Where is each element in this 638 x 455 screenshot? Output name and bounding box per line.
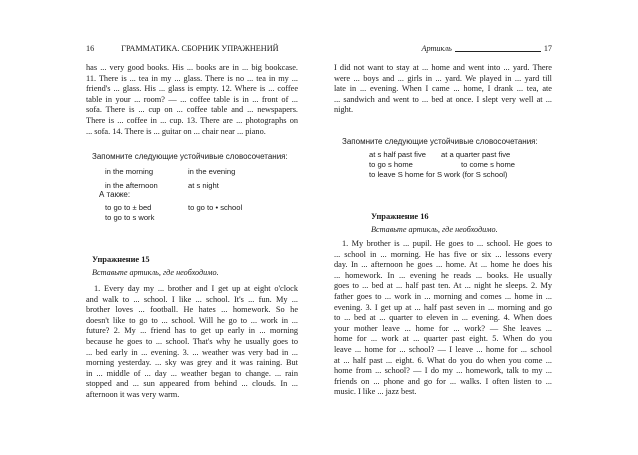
text-line: There is ... coffee in ... cup. 13. There are ... photographs on bbox=[86, 115, 298, 125]
right-intro-text bbox=[334, 63, 552, 116]
text-line: at ... half past ... eight. 6. What do you do when you come ... bbox=[334, 355, 552, 365]
phrase: at s night bbox=[188, 181, 219, 191]
right-box-col2 bbox=[441, 150, 515, 170]
phrase: to go to • school bbox=[188, 203, 243, 212]
text-line: home from ... school? — I do my ... homework, talk to my ... bbox=[334, 366, 552, 376]
left-box-also-label: А также: bbox=[99, 190, 131, 199]
text-line: night. bbox=[334, 105, 354, 115]
text-line: brother loves ... football. He hates ... homework. So he bbox=[86, 305, 298, 315]
exercise-15-title: Упражнение 15 bbox=[92, 255, 150, 264]
text-line: goes to ... bed at ... half past ten. At ... night he sleeps. 2. My bbox=[334, 281, 552, 291]
exercise-15-text bbox=[86, 284, 298, 401]
right-page-number: 17 bbox=[543, 44, 552, 53]
text-line: father goes to ... work in ... morning and comes ... home in ... bbox=[334, 291, 552, 301]
left-page-number: 16 bbox=[86, 44, 95, 53]
phrase: at s half past five bbox=[369, 150, 426, 159]
text-line: day. In ... afternoon he goes ... home. At ... home he does his bbox=[334, 260, 552, 270]
text-line: friend's ... glass. His ... glass is empty. 12. Where is ... coffee bbox=[86, 84, 298, 94]
text-line: stopped and ... sun appeared from behind ... clouds. In ... bbox=[86, 379, 298, 389]
text-line: 11. There is ... tea in my ... glass. There is no ... tea in my ... bbox=[86, 73, 298, 83]
text-line: ... sandwich and went to ... bed at once. I slept very well at ... bbox=[334, 94, 552, 104]
phrase: at a quarter past five bbox=[441, 150, 511, 159]
text-line: ... sofa. 14. There is ... guitar on ... chair near ... piano. bbox=[86, 126, 266, 136]
left-box-also-col2 bbox=[188, 203, 242, 213]
text-line: ... homework. In ... evening he reads ... books. He usually bbox=[334, 270, 552, 280]
text-line: music. I like ... jazz best. bbox=[334, 387, 417, 397]
text-line: to ... bed at ... quarter to eleven in ... evening. 4. When does bbox=[334, 313, 552, 323]
text-line: friends on ... phone and go for ... walks. I often listen to ... bbox=[334, 376, 552, 386]
right-page bbox=[319, 0, 638, 455]
text-line: leave ... home for ... school? — I leave ... home for ... school bbox=[334, 344, 552, 354]
header-rule bbox=[455, 51, 541, 52]
text-line: morning yesterday. ... sky was grey and it was raining. But bbox=[86, 358, 298, 368]
phrase: in the afternoon bbox=[105, 181, 158, 191]
text-line: 1. My brother is ... pupil. He goes to ... school. He goes to bbox=[342, 239, 552, 248]
text-line: late in ... evening. When I came ... home, I drank ... tea, ate bbox=[334, 84, 552, 94]
phrase: in the evening bbox=[188, 167, 236, 176]
left-box-title: Запомните следующие устойчивые словосочетания: bbox=[92, 152, 288, 161]
text-line: in ... middle of ... day ... weather began to change. ... rain bbox=[86, 368, 298, 378]
left-box-also-col1 bbox=[105, 203, 154, 223]
exercise-16-title: Упражнение 16 bbox=[371, 212, 429, 221]
text-line: table in your ... room? — ... coffee table is in ... front of ... bbox=[86, 94, 298, 104]
text-line: has ... very good books. His ... books are in ... big bookcase. bbox=[86, 63, 298, 72]
exercise-15-instruction: Вставьте артикль, где необходимо. bbox=[92, 268, 219, 277]
text-line: because he goes to ... school. That's why he usually goes to bbox=[86, 336, 298, 346]
right-box-title: Запомните следующие устойчивые словосочетания: bbox=[342, 137, 538, 146]
text-line: home for ... work at ... quarter past eight. 5. When do you bbox=[334, 334, 552, 344]
text-line: were ... boys and ... girls in ... yard. We played in ... yard till bbox=[334, 73, 552, 83]
exercise-16-text bbox=[334, 239, 552, 398]
text-line: ... bed early in ... evening. 3. ... weather was very bad in ... bbox=[86, 347, 298, 357]
text-line: your mother leave ... home for ... work? — She leaves ... bbox=[334, 323, 552, 333]
left-running-head bbox=[86, 44, 279, 53]
left-intro-text bbox=[86, 63, 298, 137]
phrase: to go to s work bbox=[105, 213, 155, 223]
phrase: to leave S home for S work (for S school) bbox=[369, 170, 508, 180]
text-line: ... school in ... morning. He has five or six ... lessons every bbox=[334, 249, 552, 259]
text-line: 1. Every day my ... brother and I get up at eight o'clock bbox=[94, 284, 298, 293]
left-running-head-title: ГРАММАТИКА. СБОРНИК УПРАЖНЕНИЙ bbox=[121, 44, 279, 53]
exercise-16-instruction: Вставьте артикль, где необходимо. bbox=[371, 225, 498, 234]
text-line: future? 2. My ... friend has to get up early in ... morning bbox=[86, 326, 298, 336]
phrase: to come s home bbox=[461, 160, 516, 170]
text-line: doesn't like to go to ... school. Will he go to ... work in ... bbox=[86, 315, 298, 325]
phrase: to go s home bbox=[369, 160, 413, 170]
text-line: afternoon it was very warm. bbox=[86, 389, 180, 399]
right-running-head bbox=[422, 44, 552, 53]
phrase: to go to ± bed bbox=[105, 203, 152, 212]
right-running-head-title: Артикль bbox=[421, 44, 452, 53]
text-line: evening. 3. I get up at ... half past seven in ... morning and go bbox=[334, 302, 552, 312]
text-line: and walk to ... school. I like ... school. It's ... fun. My ... bbox=[86, 294, 298, 304]
text-line: sofa. There is ... cup on ... coffee table and ... newspapers. bbox=[86, 105, 298, 115]
left-box-col1 bbox=[105, 167, 158, 191]
phrase: in the morning bbox=[105, 167, 154, 176]
left-box-col2 bbox=[188, 167, 235, 191]
text-line: I did not want to stay at ... home and went into ... yard. There bbox=[334, 63, 552, 72]
